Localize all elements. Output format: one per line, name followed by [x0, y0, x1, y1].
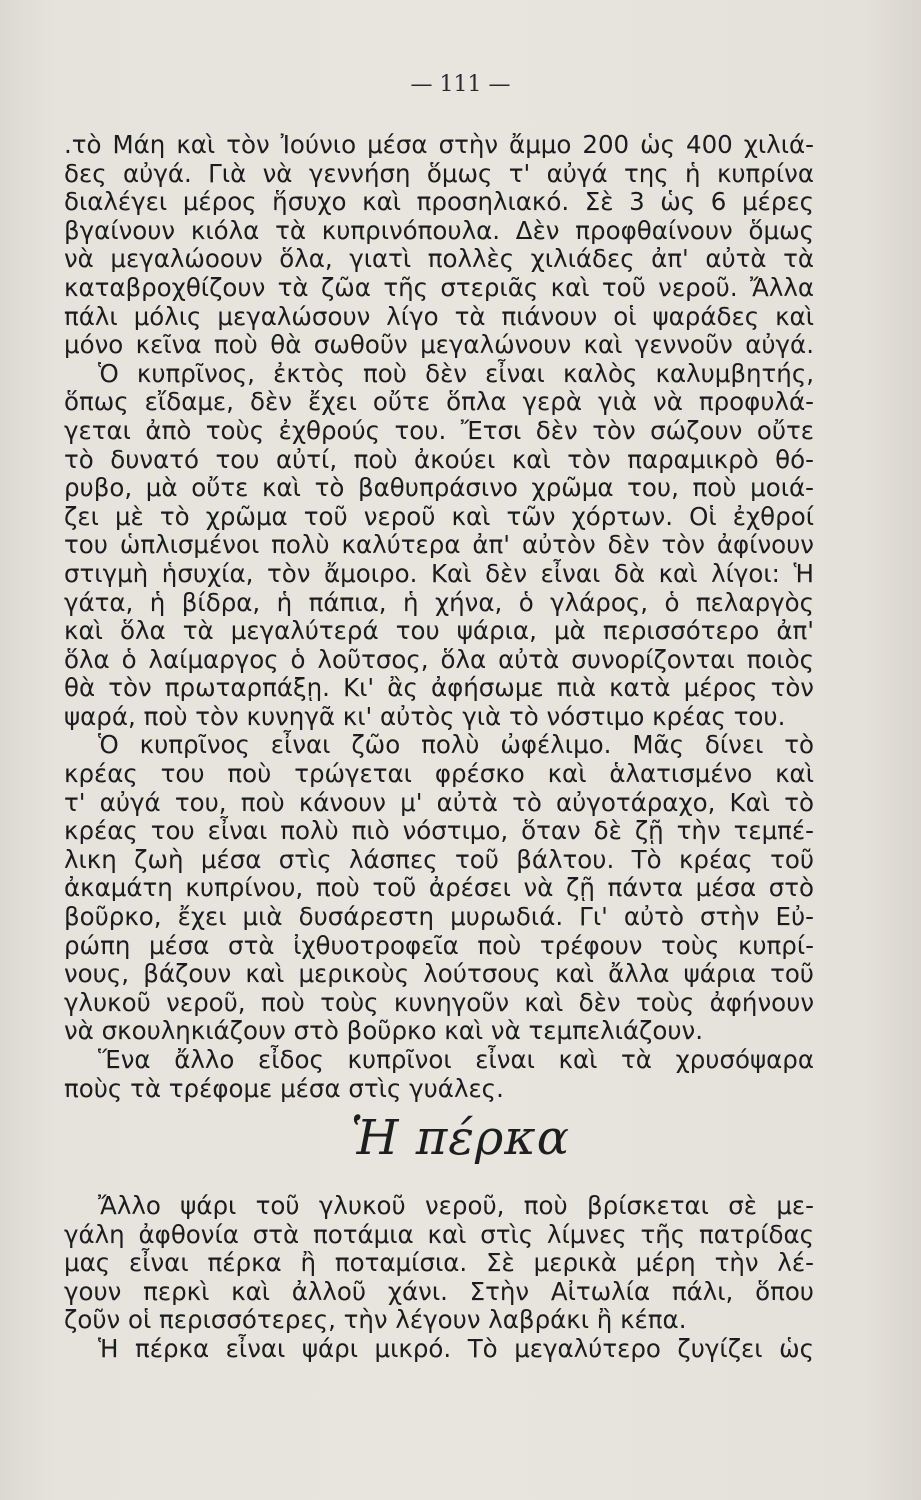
text-line: τὸ δυνατό του αὐτί, ποὺ ἀκούει καὶ τὸν παραμικρὸ θό-	[64, 444, 814, 474]
text-line: καταβροχθίζουν τὰ ζῶα τῆς στεριᾶς καὶ τοῦ νεροῦ. Ἄλλα	[64, 272, 814, 302]
text-line: νὰ σκουληκιάζουν στὸ βοῦρκο καὶ νὰ τεμπελιάζουν.	[64, 1016, 704, 1046]
page-number: — 111 —	[410, 72, 511, 97]
text-line: του ὡπλισμένοι πολὺ καλύτερα ἀπ' αὐτὸν δὲν τὸν ἀφίνουν	[64, 530, 814, 560]
text-line: ὅλα ὁ λαίμαργος ὁ λοῦτσος, ὅλα αὐτὰ συνορίζονται ποιὸς	[64, 644, 814, 674]
text-line: γάτα, ἡ βίδρα, ἡ πάπια, ἡ χήνα, ὁ γλάρος, ὁ πελαργὸς	[64, 587, 814, 617]
text-line: καὶ ὅλα τὰ μεγαλύτερά του ψάρια, μὰ περισσότερο ἀπ'	[64, 616, 814, 646]
text-line: Ὁ κυπρῖνος, ἐκτὸς ποὺ δὲν εἶναι καλὸς καλυμβητής,	[98, 358, 814, 388]
text-line: τ' αὐγά του, ποὺ κάνουν μ' αὐτὰ τὸ αὐγοτάραχο, Καὶ τὸ	[64, 787, 814, 817]
text-line: νὰ μεγαλώοουν ὅλα, γιατὶ πολλὲς χιλιάδες ἀπ' αὐτὰ τὰ	[64, 244, 814, 274]
text-line: ρυβο, μὰ οὔτε καὶ τὸ βαθυπράσινο χρῶμα του, ποὺ μοιά-	[64, 473, 814, 503]
text-line: μας εἶναι πέρκα ἢ ποταμίσια. Σὲ μερικὰ μέρη τὴν λέ-	[64, 1248, 814, 1278]
text-line: Ἄλλο ψάρι τοῦ γλυκοῦ νεροῦ, ποὺ βρίσκεται σὲ με-	[98, 1191, 814, 1220]
section-title: Ἡ πέρκα	[350, 1110, 571, 1166]
text-line: ὅπως εἴδαμε, δὲν ἔχει οὔτε ὅπλα γερὰ γιὰ νὰ προφυλά-	[64, 387, 814, 417]
text-line: .τὸ Μάη καὶ τὸν Ἰούνιο μέσα στὴν ἄμμο 200 ὡς 400 χιλιά-	[64, 130, 814, 159]
text-line: γάλη ἀφθονία στὰ ποτάμια καὶ στὶς λίμνες τῆς πατρίδας	[64, 1219, 814, 1249]
text-line: ψαρά, ποὺ τὸν κυνηγᾶ κι' αὐτὸς γιὰ τὸ νόστιμο κρέας του.	[64, 701, 786, 731]
text-line: κρέας του ποὺ τρώγεται φρέσκο καὶ ἁλατισμένο καὶ	[64, 759, 814, 789]
text-line: μόνο κεῖνα ποὺ θὰ σωθοῦν μεγαλώνουν καὶ γεννοῦν αὐγά.	[64, 330, 814, 360]
text-line: γεται ἀπὸ τοὺς ἐχθρούς του. Ἔτσι δὲν τὸν σώζουν οὔτε	[64, 415, 814, 445]
text-line: γλυκοῦ νεροῦ, ποὺ τοὺς κυνηγοῦν καὶ δὲν τοὺς ἀφήνουν	[64, 987, 814, 1017]
text-line: νους, βάζουν καὶ μερικοὺς λούτσους καὶ ἄλλα ψάρια τοῦ	[64, 959, 814, 989]
text-line: Ἕνα ἄλλο εἶδος κυπρῖνοι εἶναι καὶ τὰ χρυσόψαρα	[98, 1045, 814, 1074]
body-text-carp	[64, 131, 814, 1103]
text-line: δες αὐγά. Γιὰ νὰ γεννήση ὅμως τ' αὐγά της ἡ κυπρίνα	[64, 158, 814, 188]
text-line: ἀκαμάτη κυπρίνου, ποὺ τοῦ ἀρέσει νὰ ζῇ πάντα μέσα στὸ	[64, 873, 814, 903]
text-line: κρέας του εἶναι πολὺ πιὸ νόστιμο, ὅταν δὲ ζῇ τὴν τεμπέ-	[64, 816, 814, 846]
text-line: στιγμὴ ἡσυχία, τὸν ἄμοιρο. Καὶ δὲν εἶναι δὰ καὶ λίγοι: Ἡ	[64, 558, 814, 588]
text-line: πάλι μόλις μεγαλώσουν λίγο τὰ πιάνουν οἱ ψαράδες καὶ	[64, 301, 814, 331]
text-line: γουν περκὶ καὶ ἀλλοῦ χάνι. Στὴν Αἰτωλία πάλι, ὅπου	[64, 1276, 814, 1306]
text-line: βοῦρκο, ἔχει μιὰ δυσάρεστη μυρωδιά. Γι' αὐτὸ στὴν Εὐ-	[64, 902, 814, 932]
text-line: ρώπη μέσα στὰ ἰχθυοτροφεῖα ποὺ τρέφουν τοὺς κυπρί-	[64, 930, 814, 960]
text-line: ζοῦν οἱ περισσότερες, τὴν λέγουν λαβράκι ἢ κέπα.	[64, 1305, 687, 1335]
text-line: Ἡ πέρκα εἶναι ψάρι μικρό. Τὸ μεγαλύτερο ζυγίζει ὡς	[98, 1333, 814, 1363]
text-line: θὰ τὸν πρωταρπάξῃ. Κι' ἂς ἀφήσωμε πιὰ κατὰ μέρος τὸν	[64, 673, 814, 703]
body-text-perch	[64, 1192, 814, 1364]
text-line: διαλέγει μέρος ἥσυχο καὶ προσηλιακό. Σὲ 3 ὡς 6 μέρες	[64, 187, 814, 217]
text-line: λικη ζωὴ μέσα στὶς λάσπες τοῦ βάλτου. Τὸ κρέας τοῦ	[64, 844, 814, 874]
text-line: ζει μὲ τὸ χρῶμα τοῦ νεροῦ καὶ τῶν χόρτων. Οἱ ἐχθροί	[64, 501, 814, 531]
text-line: ποὺς τὰ τρέφομε μέσα στὶς γυάλες.	[64, 1073, 504, 1103]
text-line: βγαίνουν κιόλα τὰ κυπρινόπουλα. Δὲν προφθαίνουν ὅμως	[64, 215, 814, 245]
text-line: Ὁ κυπρῖνος εἶναι ζῶο πολὺ ὠφέλιμο. Μᾶς δίνει τὸ	[98, 730, 814, 760]
